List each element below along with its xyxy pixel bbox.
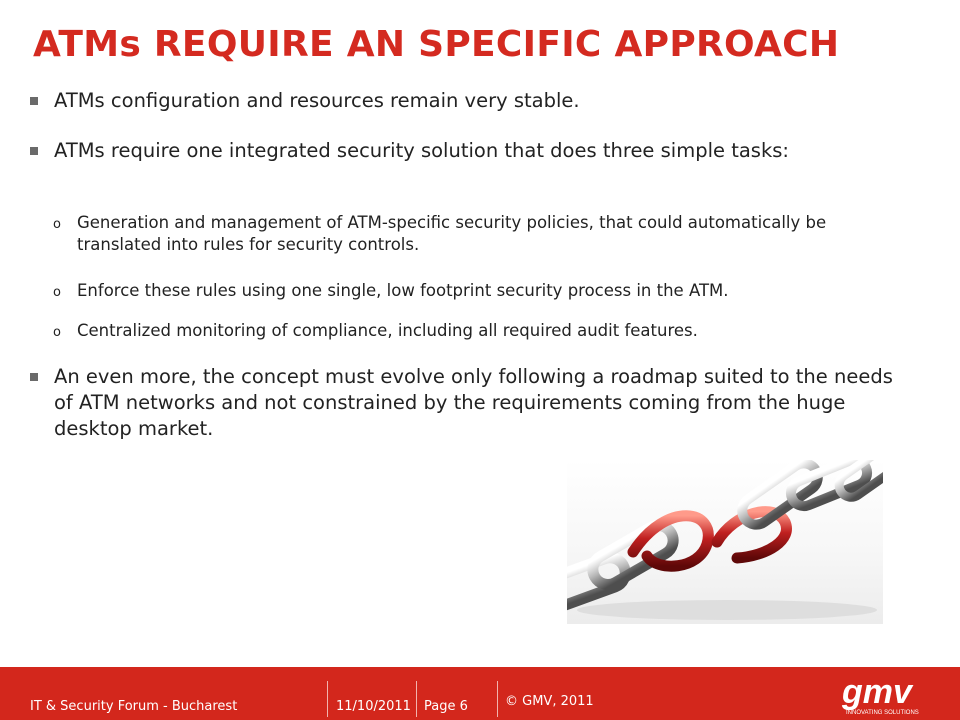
footer-date: 11/10/2011 [336, 699, 411, 714]
footer-divider [416, 681, 417, 717]
gmv-logo-text: gmv [842, 675, 912, 711]
sub-bullet-item [48, 212, 908, 256]
chain-illustration [567, 460, 883, 624]
sub-bullet-text: Centralized monitoring of compliance, including all required audit features. [77, 321, 698, 340]
bullet-text: ATMs configuration and resources remain very stable. [54, 89, 580, 112]
chain-shadow [577, 600, 877, 620]
circle-bullet-icon: o [53, 325, 61, 340]
bullet-item [28, 88, 908, 114]
square-bullet-icon [30, 97, 38, 105]
footer-divider [327, 681, 328, 717]
footer-event: IT & Security Forum - Bucharest [30, 699, 238, 714]
slide-title: ATMs REQUIRE AN SPECIFIC APPROACH [33, 24, 840, 65]
circle-bullet-icon: o [53, 217, 61, 232]
sub-bullet-text: Generation and management of ATM-specific security policies, that could automatically be translated into rules for security controls. [77, 213, 827, 254]
circle-bullet-icon: o [53, 285, 61, 300]
sub-bullet-item [48, 280, 908, 302]
footer-divider [497, 681, 498, 717]
footer-page: Page 6 [424, 699, 468, 714]
gmv-logo [836, 675, 946, 717]
sub-bullet-item [48, 320, 908, 342]
footer-bar [0, 667, 960, 720]
bullet-text: ATMs require one integrated security solution that does three simple tasks: [54, 139, 789, 162]
bullet-item [28, 364, 908, 442]
sub-bullet-text: Enforce these rules using one single, low footprint security process in the ATM. [77, 281, 729, 300]
bullet-item [28, 138, 908, 164]
square-bullet-icon [30, 147, 38, 155]
bullet-text: An even more, the concept must evolve only following a roadmap suited to the needs of ATM networks and not constrained by the requirements coming from the huge desktop market. [54, 365, 893, 440]
footer-copyright: © GMV, 2011 [505, 694, 594, 709]
gmv-logo-tagline: INNOVATING SOLUTIONS [846, 710, 919, 716]
broken-chain-image [567, 460, 883, 624]
square-bullet-icon [30, 373, 38, 381]
